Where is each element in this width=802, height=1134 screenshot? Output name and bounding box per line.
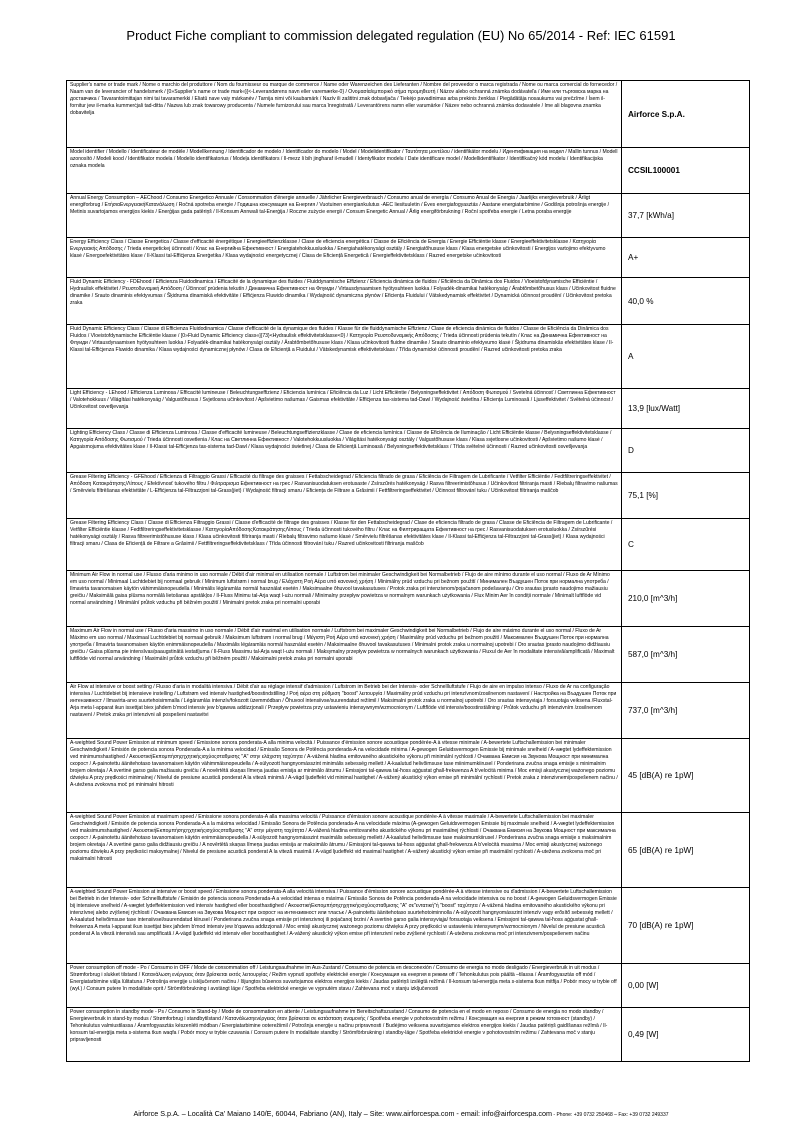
parameter-description: Air Flow at intensive or boost setting / Flusso d'aria in modalità intensiva / Débit d'air au réglage intensif d'admission / Luftstrom im Betrieb bei der Intensiv- oder Schnellluftstufe / Flujo de aire en impulso intenso / Fluxo de Ar na configuração intensiva / Luchtdebiet bij intensieve instelling / Luftstrøm ved intensiv hastighed/boostindstilling / Ροή αέρα στη ρύθμιση "boost" λειτουργία / Maximálny prúd vzduchu pri intenzívnom/zosilnenom nastavení / Настройка на Въздушен Поток при интензивност / Ilmavirta-arvo suurtehoisimmalla / Légáramlás intenzív/fokozott üzemmódban / Õhuvool intensiivse/suurendatud režiimil / Maksimalni protok zraka u normalnoj upotrebi / Oro srautas intensyviąja / forsuotąja veiksena /Fluxstal-Arja meta l-apparat ikun issettjat biex jaħdem b'mod intensiv jew b'qawwa addizzjonali / Przepływ powietrza przy ustawieniu intensywnym/wzmocnionym / Luftflöde vid intensiv/boostinställning / Průtok vzduchu při intenzivním /zosilnenom nastavení / Pretok zraka pri intenzivni ali pospešeni nastavitvi: [67, 683, 622, 739]
parameter-value: 0,49 [W]: [622, 1008, 750, 1062]
fiche-row: [67, 888, 750, 964]
fiche-row: [67, 238, 750, 278]
footer-contacts: - Phone: +39 0732 250468 – Fax: +39 0732 249337: [552, 1112, 669, 1118]
parameter-description: A-weighted Sound Power Emission at minimum speed / Emissione sonora ponderata-A alla minima velocità / Puissance d'émission sonore acoustique pondérée-A à vitesse minimale / A-bewertete Luftschallemission bei minimaler Geschwindigkeit / Emisión de potencia sonora Ponderada-A a la mínima velocidad / Emissão Sonora de Potência ponderada-A na velocidade mínima / A-gewogen Geluidsvermogen Emissie bij minimale snelheid / A-vægtet lydeffektemission ved minimumshastighed / ΑκουστικήΕκπομπήσηςηχητικήςισχύοςσταθμισης "A" στην ελάχιστη ταχύτητα / A-vážená hladina emitovaného akustického výkonu při minimální rychlosti / Очаквана Емисия на Звукова Мощност при минимална скорост / A-painotettu äänitehotaso tavanomaisen käytön vähimmäisnopeudella / A-súlyozott hangnyomásszint minimális sebesség mellett / A-kaalutud helivõimsuse tase miinimumkiirusel / Ponderirana zvučna snaga emisije s minimalnim brojem okretaja / A svertinė garso galia mažiausiu greičiu / A novērtētā skaņas līmeņa jaudas emisija ar minimālo ātrumu / Emissjoni tal-qawwa tal-ħoss aġġustat għall-frekwenza A b'veloċità minima / Moc emisji akustycznej ważonego poziomu dźwięku A przy prędkości minimalnej / Nivelul de presiune acustică ponderat A la viteză minimă / A-vägd ljudeffekt vid minimal hastighet / A-vážený akustický výkon emise při minimální rychlosti / Pretok zraka z intenzivnem/pospešenem načinu / A-utežena zvokovna moč pri minimalni hitrosti: [67, 739, 622, 813]
fiche-row: [67, 683, 750, 739]
fiche-row: [67, 627, 750, 683]
parameter-description: Annual Energy Consumption – AEChood / Consumo Energetico Annuale / Consommation d'énergie annuelle / Jährlicher Energieverbrauch / Consumo anual de energía / Consumo Anual de Energia / Jaarlijks energieverbruik / Årligt energiforbrug / ΕτήσιαΕνεργειακήΚατανάλωση / Ročná spotreba energie / Годишна консумация на Енергия / Vuotuinen energiankulutus -AEC liesituuletin / Éves energiafogyasztás / Aastane energiatarbimine / Godišnja potrošnja energije / Metinis suvartojamos energijos kiekis / Enerģijas gada patēriņš / Il-Konsum Annwali tal-Enerġija / Roczne zużycie energii / Consum Energetic Annual / Årlig energiförbrukning / Roční spotřeba energie / Letna poraba energije: [67, 194, 622, 238]
parameter-value: A: [622, 325, 750, 389]
parameter-description: Supplier's name or trade mark / Nome o marchio del produttore / Nom du fournisseur ou marque de commerce / Name oder Warenzeichen des Lieferanten / Nombre del proveedor o marca registrada / Nome ou marca comercial do fornecedor / Naam van de leverancier of handelsmerk / [0»Supplier's name or trade mark«]{<-Leverandørens navn eller varemærke-0} / Ονομασία/εμπορικό σήμα προμηθευτή / Názov alebo ochranná známka dodávateľa / Име или търговска марка на доставчика / Tavarantoimittajan nimi tai tavaramerkki / Eliatū nave vaiy márkanév / Tarnija nimi või kaubamärk / Nazív ili zaštitni znak dobavljača / Tiekėjo pavadinimas arba prekinis ženklas / Piegādātāja nosaukums vai prečzīme / Ísem il-fornitur jew il-marka kummerċjali tad-ditta / Nazwa lub znak towarowy producenta / Numele furnizorului sau marca înregistrată / Leverantörens namn eller varumärke / Název nebo ochranná známka dodavatele / Ime ali blagovna znamka dobavitelja: [67, 81, 622, 148]
product-fiche-table: [66, 80, 750, 1062]
parameter-value: 65 [dB(A) re 1pW]: [622, 813, 750, 888]
parameter-description: Grease Filtering Efficiency - GFEhood / Efficienza di Filtraggio Grassi / Efficacité du filtrage des graisses / Fettabscheidegrad / Eficiencia filtrado de grasa / Eficiência de Filtragem de Lubrificante / Vetfilter Efficiëntie / Fedtfiltreringseffektivitet / Απόδοση Κατακράτησης/Λίπους / Efektívnosť tukového filtru / Φιλτραρισμα Ефективност на грес / Rasvanisuodatuksen erotusaste / Zsírszűrés hatékonyság / Rasva filtreerimistõhusus / Učinkovitost filtriranja masti / Riebalų filtravimo našumas / Smērvielu filtrēšanas efektivitāte / L-Effiċjenza tal-Filtrazzjoni tal-Grass(jiet) / Wydajność filtracji smaru / Eficiența de Filtrare a Grăsimii / Fettfiltreringseffektivitet / Účinnost filtrování tuku / Učinkovitost filtriranja maščob: [67, 473, 622, 519]
parameter-value: CCSIL100001: [622, 148, 750, 194]
parameter-value: 210,0 [m^3/h]: [622, 571, 750, 627]
footer: [0, 1109, 802, 1118]
fiche-row: [67, 325, 750, 389]
parameter-value: A+: [622, 238, 750, 278]
parameter-value: 40,0 %: [622, 278, 750, 325]
parameter-value: Airforce S.p.A.: [622, 81, 750, 148]
fiche-row: [67, 473, 750, 519]
fiche-row: [67, 813, 750, 888]
parameter-description: A-weighted Sound Power Emission at intensive or boost speed / Emissione sonora ponderata-A alla velocità intensiva / Puissance d'émission sonore acoustique pondérée-A à vitesse intensive ou d'admission / A-bewertete Luftschallemission bei Betrieb in der Intensiv- oder Schnellluftstufe / Emisión de potencia sonora Ponderada-A a velocidad intensa o máxima / Emissão Sonora de Potência ponderada-A na velocidade intensiva ou no boost / A-gewogen Geluidsvermogen Emissie bij intensieve snelheid / A-vægtet lydeffektemission ved intensiv hastighed eller boosthastighed / ΑκουστικήΕκπομπήσηςηχητικήςισχύοςσταθμισης "A" σε"εντατική"ή "boost" ταχύτητα / A-vážená hladina emitovaného akustického výkonu pri intenzívnej alebo zvýšenej rýchlosti / Очаквана Емисия на Звукова Мощност при скорост на интензивност или тласък / A-painotettu äänitehotaso suurtehotoiminnolla / A-súlyozott hangnyomásszint intenzív vagy erősítő sebesség mellett / A-kaalutud helivõimsuse tase intensiivsel/suurendatud kiirusel / Ponderirana zvučna snaga emisije pri intenzivnoj ili pojačanoj brzini / A svertinė garso galia intensyviąja/ forsuotąja veiksena / Emissjoni tal-qawwa tal-ħoss aġġustat għall-frekwenza A meta l-apparat ikun issettjat biex jaħdem b'mod intensiv jew b'qawwa addizzjonali / Moc emisji akustycznej ważonego poziomu dźwięku A przy prędkości w ustawieniu intensywnym/wzmocnionym / Nivelul de presiune acustică ponderat A la viteză intensivă sau amplificată / A-vägd ljudeffekt vid intensiv eller boosthastighet / A-vážený akustický výkon emise při intenzivní nebo zvýšené rychlosti / A-utežena zvokovna moč pri intenzivnem/pospešenem načinu: [67, 888, 622, 964]
fiche-row: [67, 278, 750, 325]
parameter-description: Energy Efficiency Class / Classe Energetica / Classe d'efficacité énergétique / Energieeffizienzklasse / Clase de eficiencia energética / Classe de Eficiência de Energia / Energie Efficiëntie klasse / Energieeffektivitetsklasse / Κατηγορία Ενεργειακής Απόδοσης / Trieda energetickej účinnosti / Клас на Енергийна Ефективност / Energiatehokkuusluokka / Energiahatékonysági osztály / Energiatõhususe klass / Klasa energetske učinkovitosti / Energijos vartojimo efektyvumo klasė / Energoefektivitātes klase / Il-Klassi tal-Effiċjenza Enerġetika / Klasa wydajności energetycznej / Clasa de Eficiență Energetică / Energieffektivitetsklass / Razred energetske učinkovitosti: [67, 238, 622, 278]
parameter-description: A-weighted Sound Power Emission at maximum speed / Emissione sonora ponderata-A alla massima velocità / Puissance d'émission sonore acoustique pondérée-A à vitesse maximale / A-bewertete Luftschallemission bei maximaler Geschwindigkeit / Emisión de potencia sonora Ponderada-A a la máxima velocidad / Emissão Sonora de Potência ponderada-A na velocidade máxima (A-gewogen Geluidsvermogen Emissie bij maximale snelheid / A-vægtet lydeffektemission ved maksimumshastighed / ΑκουστικήΕκπομπήσηςηχητικήςισχύοςσταθμισης "A" στην μέγιστη ταχύτητα / A-vážená hladina emitovaného akustického výkonu pri maximálnej rýchlosti / Очаквана Емисия на Звукова Мощност при максимална скорост / A-painotettu äänitehotaso tavanomaisen käytön enimmäisnopeudella / A-súlyozott hangnyomásszint maximális sebesség mellett / A-kaalutud helivõimsuse tase maksimumkiirusel / Ponderirana zvučna snaga emisije s maksimalnim brojem okretaja / A svertinė garso galia didžiausiu greičiu / A novērtētā skaņas līmeņa jaudas emisija ar maksimālo ātrumu / Emissjoni tal-qawwa tal-ħoss aġġustat għall-frekwenza A b'veloċità massima / Moc emisji akustycznej ważonego poziomu dźwięku A przy prędkości maksymalnej / Nivelul de presiune acustică ponderat A la viteză maximă / A-vägd ljudeffekt vid maximal hastighet / A-vážený akustický výkon emise při maximální rychlosti / A-utežena zvokovna moč pri maksimalni hitrosti: [67, 813, 622, 888]
parameter-value: C: [622, 519, 750, 571]
parameter-description: Maximum Air Flow in normal use / Flusso d'aria massimo in uso normale / Débit d'air maximal en utilisation normale / Luftstrom bei maximaler Geschwindigkeit bei Normalbetrieb / Flujo de aire máximo durante el uso normal / Fluxo de Ar Máximo em uso normal / Maximaal Luchtdebiet bij normaal gebruik / Maksimum luftstrøm i normal brug / Μέγιστη Ροή Αέρα υπό κανονική χρήση / Maximálny prúd vzduchu pri bežnom použití / Максимален Въздушен Поток при нормална употреба / Ilmavirta tavanomaisen käytön enimmäisnopeudella / Maximális légáramlás normál használat esetén / Maksimaalne õhuvool tavakasutuses / Minimalni protok zraka u normalnoj upotrebi / Oro srautas įprasto naudojimo didžiausiu greičiu / Gaisa plūsma pie intensīvas/paaugstinātā iestatījuma / Il-Fluss Massimu tal-Arja waqt l-użu normali / Maksymalny przepływ powietrza w normalnych warunkach użytkowania / Fluxul de Aer în modalitate intensivă/amplificată / Maximalt luftflöde vid normal användning / Maximální průtok vzduchu při běžném použití / Maksimalni pretok zraka pri normalni uporabi: [67, 627, 622, 683]
fiche-row: [67, 389, 750, 429]
fiche-row: [67, 148, 750, 194]
parameter-description: Lighting Efficiency Class / Classe di Efficienza Luminosa / Classe d'efficacité lumineuse / Beleuchtungseffizienzklasse / Clase de eficiencia lumínica / Classe de Eficiência de Iluminação / Licht Efficiëntie klasse / Belysningseffektivitetsklasse / Κατηγορία Απόδοσης Φωτισμού / Trieda účinnosti osvetlenia / Клас на Светлинна Ефективност / Valotehokkuusluokka / Világítási hatékonysági osztály / Valgustõhususe klass / Klasa svjetlosne učinkovitosti / Apšvietimo našumo klasė / Apgaismojuma efektivitātes klase / Il-Klassi tal-Effiċjenza tas-sistema tad-Dawl / Klasa wydajności świetlnej / Clasa de Eficiență Luminoasă / Belysningseffektivitetsklass / Třída světelné účinnosti / Razred učinkovitosti osvetljevanja: [67, 429, 622, 473]
fiche-row: [67, 571, 750, 627]
parameter-description: Light Efficiency - LEhood / Efficienza Luminosa / Efficacité lumineuse / Beleuchtungseffizienz / Eficiencia lumínica / Eficiência da Luz / Licht Efficiëntie / Belysningseffektivitet / Απόδοση Φωτισμού / Svetelná účinnosť / Светлинна Ефективност / Valotehokkuus / Világítási hatékonyság / Valgustõhusus / Svjetlosna učinkovitost / Apšvietimo našumas / Gaismas efektivitāte / Effiċjenza tas-sistema tad-Dawl / Wydajność świetlna / Eficiența Luminoasă / Ljuseffektivitet / Světelná účinnost / Učinkovitost osvetljevanja: [67, 389, 622, 429]
parameter-value: 0,00 [W]: [622, 964, 750, 1008]
parameter-description: Minimum Air Flow in normal use / Flusso d'aria minimo in uso normale / Débit d'air minimal en utilisation normale / Luftstrom bei minimaler Geschwindigkeit bei Normalbetrieb / Flujo de aire mínimo durante el uso normal / Fluxo de Ar Mínimo em uso normal / Minimaal Luchtdebiet bij normaal gebruik / Minimum luftstrøm i normal brug / Ελάχιστη Ροή Αέρα υπό κανονική χρήση / Minimálny prúd vzduchu pri bežnom použití / Минимален Въздушен Поток при нормална употреба / Ilmavirta tavanomaisen käytön vähimmäisnopeudella / Minimális légáramlás normál használat esetén / Maksimaalne õhuvool tavakasutuses / Protok zraka pri intenzivnom/pojačanom podešavanju / Oro srautas įprasto naudojimo mažiausiu greičiu / Maksimālā gaisa plūsma normālā lietošanas apstākļos / Il-Fluss Minimu tal-Arja waqt l-użu normali / Minimalny przepływ powietrza w normalnym warunkach użytkowania / Flux Minim Aer în condiții normale / Minimalt luftflöde vid normal användning / Minimální průtok vzduchu při běžném použití / Minimalni pretok zraka pri normalni uporabi: [67, 571, 622, 627]
fiche-row: [67, 519, 750, 571]
page-title: Product Fiche compliant to commission delegated regulation (EU) No 65/2014 - Ref: IEC 61591: [126, 28, 676, 43]
fiche-row: [67, 194, 750, 238]
parameter-value: 587,0 [m^3/h]: [622, 627, 750, 683]
parameter-description: Fluid Dynamic Efficiency - FDEhood / Efficienza Fluidodinamica / Efficacité de la dynamique des fluides / Fluiddynamische Effizienz / Eficiencia dinámica de fluidos / Eficiência da Dinâmica dos Fluidos / Vloeistofdynamische Efficiëntie / Hydraulisk effektivitet / Ρευστοδυναμική Απόδοση / Účinnosť prúdenia tekutín / Динамична Ефективност на Флуиди / Virtausdynaamisen hyötysuhteen luokka / Folyadék-dinamikai hatékonyság / Ärabtõmbetõhusus klass / Učinkovitost fluidne dinamike / Srauto dinaminis efektyvumas / Šķidruma dinamiskā efektivitāte / Effiċjenza Fluwido dinamika / Wydajność dynamiczna płynów / Eficiența Fluidului / Vätskedynamisk effektivitet / Dynamická účinnost proudění / Učinkovitost pretoka zraka: [67, 278, 622, 325]
fiche-row: [67, 429, 750, 473]
parameter-value: 737,0 [m^3/h]: [622, 683, 750, 739]
fiche-row: [67, 964, 750, 1008]
parameter-value: 37,7 [kWh/a]: [622, 194, 750, 238]
parameter-description: Power consumption in standby mode - Ps / Consumo in Stand-by / Mode de consommation en attente / Leistungsaufnahme im Bereitschaftszustand / Consumo de potencia en el modo en reposo / Consumo de energia no modo standby / Energieverbruik in stand-by modus / Strømforbrug i standbytilstand / Κατανάλωσηενέργειας όταν βρίσκεται σε κατάσταση αναμονής / Spotřeba energie v pohotovostním režimu / Консумация на енергия в режим готовност (standby) / Tehonkulutus valmiustilassa / Áramfogyasztás készenléti módban / Energiatarbimine ooterežiimil / Potrošnja energije u načinu pripravnosti / Budėjimo veiksena suvartojamos elektros energijos kiekis / Jaudas patēriņš gaidīšanas režīmā / Il-konsum tal-enerġija meta s-sistema tkun waqfa / Pobór mocy w trybie czuwania / Consum putere în modalitate standby / Strömförbrukning i standby-läge / Spotřeba elektrické energie v pohotovostním režimu / Zahtevana moč v stanju pripravljenosti: [67, 1008, 622, 1062]
footer-address: Airforce S.p.A. – Località Ca' Maiano 140/E, 60044, Fabriano (AN), Italy – Site: www.airforcespa.com - email: info@airforcespa.com: [133, 1109, 553, 1118]
parameter-value: 70 [dB(A) re 1pW]: [622, 888, 750, 964]
parameter-value: 45 [dB(A) re 1pW]: [622, 739, 750, 813]
parameter-value: D: [622, 429, 750, 473]
parameter-description: Grease Filtering Efficiency Class / Classe di Efficienza Filtraggio Grassi / Classe d'efficacité de filtrage des graisses / Klasse für den Fettabscheidegrad / Clase de eficiencia filtrado de grasa / Classe de Eficiência de Filtragem de Lubrificante / Vetfilter Efficiëntie klasse / Fedtfiltreringseffektivitetsklasse / ΚατηγορίαΑπόδοσηςΚατακράτησηςΛίπους / Trieda účinnosti tukového filtru / Клас на Филтриращата Ефективност на грес / Rasvanisuodatuksen erotusluokka / Zsírszűrési hatékonysági osztály / Rasva filtreerimistõhususe klass / Klasa učinkovitosti filtriranja masti / Riebalų filtravimo našumo klasė / Smērvielu filtrēšanas efektivitātes klase / Il-Klassi tal-Effiċjenza tal-Filtrazzjoni tal-Grass(jiet) / Klasa wydajności filtracji smaru / Clasa de Eficiență de Filtrare a Grăsimii / Fettfiltreringseffektivitetsklass / Třída účinnosti filtrování tuku / Razred učinkovitosti filtriranja maščob: [67, 519, 622, 571]
fiche-row: [67, 739, 750, 813]
fiche-row: [67, 81, 750, 148]
parameter-value: 13,9 [lux/Watt]: [622, 389, 750, 429]
parameter-value: 75,1 [%]: [622, 473, 750, 519]
fiche-row: [67, 1008, 750, 1062]
parameter-description: Fluid Dynamic Efficiency Class / Classe di Efficienza Fluidodinamica / Classe d'efficacité de la dynamique des fluides / Klasse für die fluiddynamische Effizienz / Clase de eficiencia dinámica de fluidos / Classe de Eficiência da Dinâmica dos Fluidos / Vloeistofdynamische Efficiëntie klasse / [0»Fluid Dynamic Efficiency class«]{73}<Hydraulisk effektivitetsklasse<0} / Κατηγορία Ρευστοδυναμικής Απόδοσης / Trieda účinnosti prúdenia tekutín / Клас на Динамична Ефективност на Флуиди / Virtausdynaamisen hyötysuhteen luokka / Folyadék-dinamikai hatékonysági osztály / Ärabtõmbetõhususe klass / Klasa učinkovitosti fluidne dinamike / Srauto dinaminio efektyvumo klasė / Šķidruma dinamiskās efektivitātes klase / Il-Klassi tal-Effiċjenza Fluwido dinamika / Klasa wydajności dynamicznej płynów / Clasa de Eficiență a Fluidului / Vätskedynamisk effektivitetsklass / Třída dynamické účinnosti proudění / Razred učinkovitosti pretoka zraka: [67, 325, 622, 389]
parameter-description: Model identifier / Modello / Identificateur de modèle / Modellkennung / Identificador de modelo / Identificador do modelo / Model / Modelidentifikator / Ταυτότητα μοντέλου / identifikátor modelu / Идентификация на модел / Mallin tunnus / Modell azonosító / Modeli kood / Identifikator modela / Modelio identifikatorius / Modeļa identifikators / Il-mezz li bih jingħaraf il-mudell / Identyfikator modelu / Date identificare model / Modellidentifikator / Identifikačný kód modelu / Identifikacijska oznaka modela: [67, 148, 622, 194]
parameter-description: Power consumption off mode - Po / Consumo in OFF / Mode de consommation off / Leistungsaufnahme im Aus-Zustand / Consumo de potencia en desconexión / Consumo de energia no modo desligado / Energieverbruik in uit modus / Strømforbrug i slukket tilstand / Κατανάλωση ενέργειας όταν βρίσκεται εκτός λειτουργίας / Režim vypnutí spotřeby elektrické energie / Консумация на енергия в режим off / Tehonkulutus pois päältä –tilassa / Áramfogyasztás off mód / Energiatarbimine välja lülitatuna / Potrošnja energije u isključenom načinu / Išjungtos būsenos suvartojamos elektros energijos kiekis / Jaudas patēriņš izslēgtā režīmā / Il-konsum tal-enerġija meta s-sistema tkun mitfija / Pobór mocy w trybie off (wył.) / Consum putere în modalitate oprit / Strömförbrukning i avstängt läge / Spotřeba elektrické energie ve vypnutém stavu / Zahtevana moč v stanju izključenosti: [67, 964, 622, 1008]
